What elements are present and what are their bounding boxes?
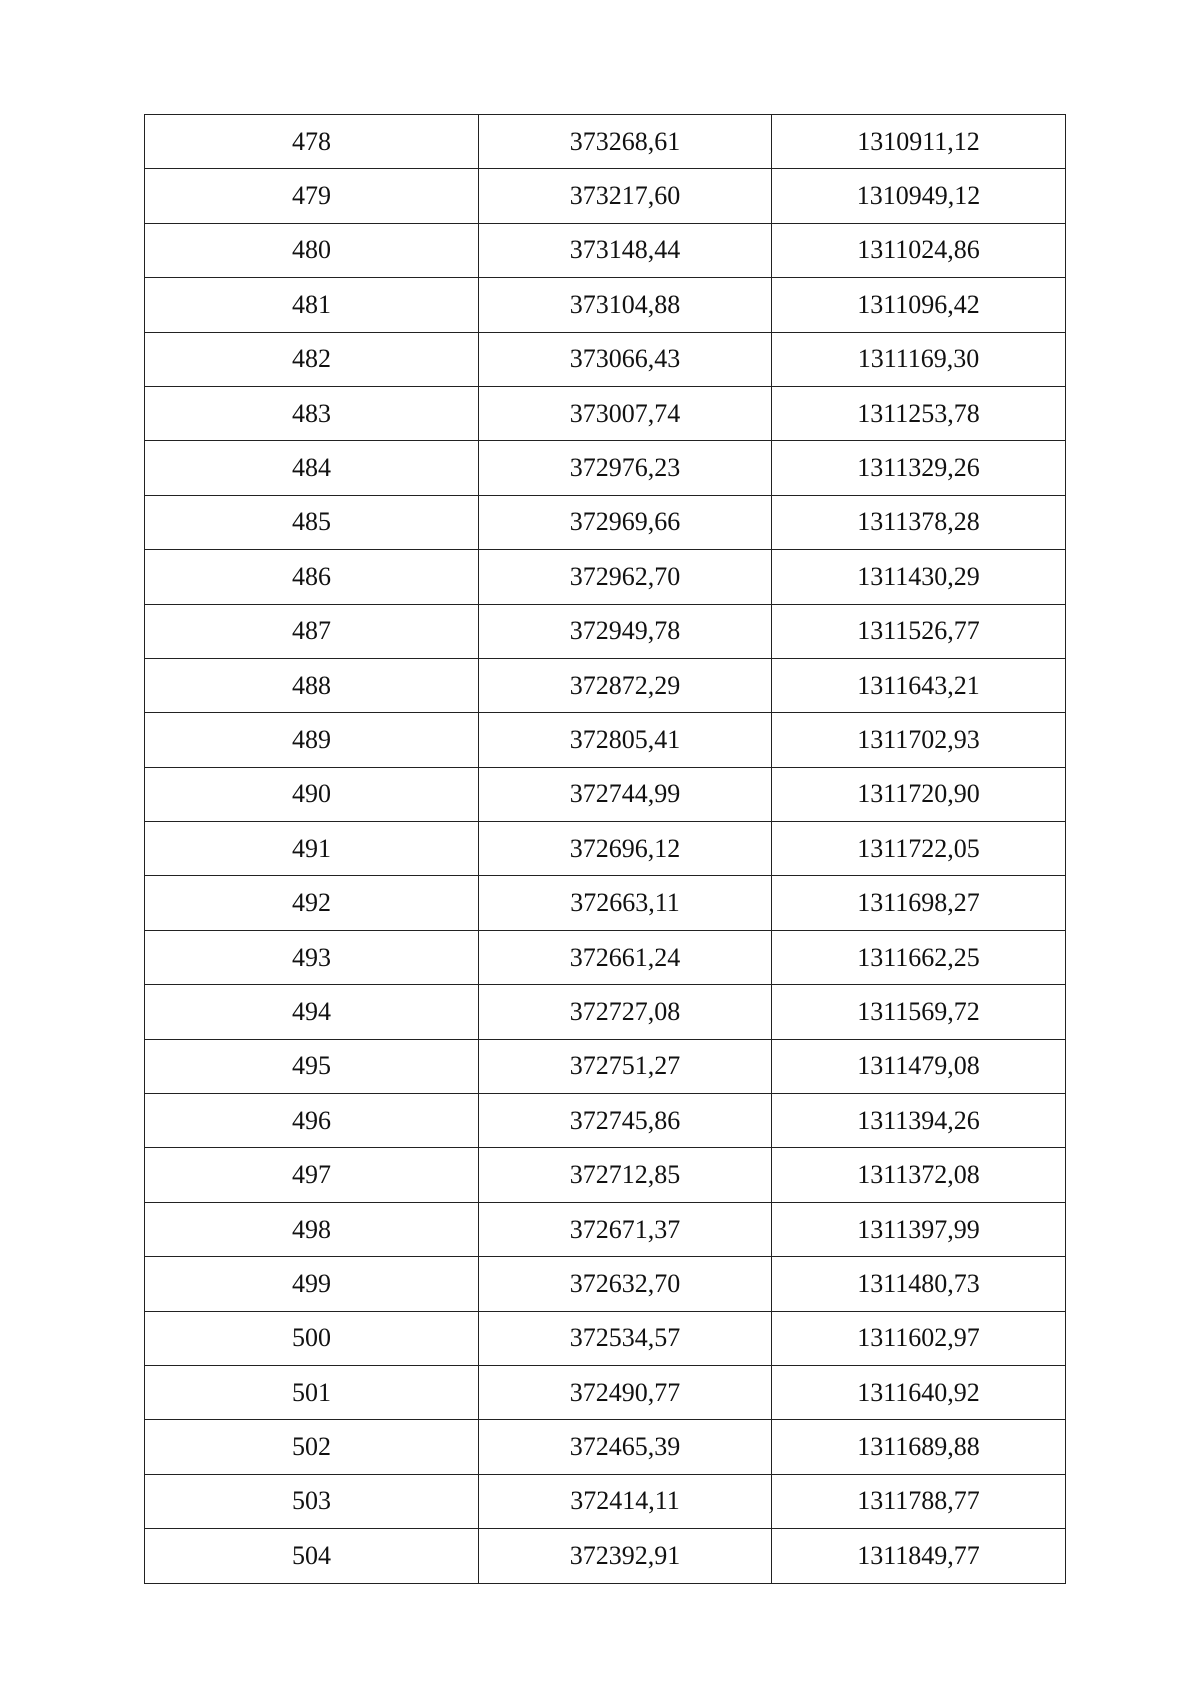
x-coordinate-cell: 372751,27: [479, 1039, 772, 1093]
point-number-cell: 500: [145, 1311, 479, 1365]
y-coordinate-cell: 1311788,77: [772, 1474, 1066, 1528]
point-number-cell: 494: [145, 985, 479, 1039]
y-coordinate-cell: 1311689,88: [772, 1420, 1066, 1474]
table-row: [145, 822, 1066, 876]
y-coordinate-cell: 1311698,27: [772, 876, 1066, 930]
table-row: [145, 1257, 1066, 1311]
y-coordinate-cell: 1311024,86: [772, 223, 1066, 277]
table-row: [145, 658, 1066, 712]
table-row: [145, 332, 1066, 386]
point-number-cell: 480: [145, 223, 479, 277]
x-coordinate-cell: 372744,99: [479, 767, 772, 821]
y-coordinate-cell: 1311378,28: [772, 495, 1066, 549]
table-row: [145, 713, 1066, 767]
x-coordinate-cell: 373104,88: [479, 278, 772, 332]
point-number-cell: 485: [145, 495, 479, 549]
point-number-cell: 503: [145, 1474, 479, 1528]
table-row: [145, 1039, 1066, 1093]
x-coordinate-cell: 372949,78: [479, 604, 772, 658]
x-coordinate-cell: 372661,24: [479, 930, 772, 984]
coordinates-table: [144, 114, 1066, 1584]
table-row: [145, 1365, 1066, 1419]
point-number-cell: 489: [145, 713, 479, 767]
x-coordinate-cell: 372671,37: [479, 1202, 772, 1256]
point-number-cell: 504: [145, 1529, 479, 1583]
x-coordinate-cell: 373007,74: [479, 386, 772, 440]
x-coordinate-cell: 372976,23: [479, 441, 772, 495]
point-number-cell: 490: [145, 767, 479, 821]
x-coordinate-cell: 372872,29: [479, 658, 772, 712]
x-coordinate-cell: 372805,41: [479, 713, 772, 767]
y-coordinate-cell: 1311640,92: [772, 1365, 1066, 1419]
point-number-cell: 479: [145, 169, 479, 223]
y-coordinate-cell: 1311480,73: [772, 1257, 1066, 1311]
table-row: [145, 1148, 1066, 1202]
y-coordinate-cell: 1311849,77: [772, 1529, 1066, 1583]
point-number-cell: 484: [145, 441, 479, 495]
x-coordinate-cell: 372745,86: [479, 1094, 772, 1148]
y-coordinate-cell: 1311602,97: [772, 1311, 1066, 1365]
y-coordinate-cell: 1311722,05: [772, 822, 1066, 876]
x-coordinate-cell: 372727,08: [479, 985, 772, 1039]
table-row: [145, 223, 1066, 277]
point-number-cell: 495: [145, 1039, 479, 1093]
point-number-cell: 496: [145, 1094, 479, 1148]
point-number-cell: 486: [145, 550, 479, 604]
point-number-cell: 501: [145, 1365, 479, 1419]
point-number-cell: 499: [145, 1257, 479, 1311]
point-number-cell: 498: [145, 1202, 479, 1256]
x-coordinate-cell: 372632,70: [479, 1257, 772, 1311]
y-coordinate-cell: 1311479,08: [772, 1039, 1066, 1093]
x-coordinate-cell: 372414,11: [479, 1474, 772, 1528]
point-number-cell: 483: [145, 386, 479, 440]
table-row: [145, 441, 1066, 495]
point-number-cell: 488: [145, 658, 479, 712]
y-coordinate-cell: 1311569,72: [772, 985, 1066, 1039]
table-row: [145, 604, 1066, 658]
table-row: [145, 985, 1066, 1039]
x-coordinate-cell: 373148,44: [479, 223, 772, 277]
table-row: [145, 1094, 1066, 1148]
y-coordinate-cell: 1311397,99: [772, 1202, 1066, 1256]
y-coordinate-cell: 1310949,12: [772, 169, 1066, 223]
y-coordinate-cell: 1310911,12: [772, 115, 1066, 169]
table-body: [145, 115, 1066, 1584]
x-coordinate-cell: 372712,85: [479, 1148, 772, 1202]
point-number-cell: 481: [145, 278, 479, 332]
table-row: [145, 767, 1066, 821]
y-coordinate-cell: 1311643,21: [772, 658, 1066, 712]
y-coordinate-cell: 1311662,25: [772, 930, 1066, 984]
point-number-cell: 493: [145, 930, 479, 984]
table-row: [145, 876, 1066, 930]
point-number-cell: 502: [145, 1420, 479, 1474]
table-row: [145, 1202, 1066, 1256]
table-row: [145, 930, 1066, 984]
y-coordinate-cell: 1311720,90: [772, 767, 1066, 821]
point-number-cell: 497: [145, 1148, 479, 1202]
point-number-cell: 491: [145, 822, 479, 876]
table-row: [145, 550, 1066, 604]
x-coordinate-cell: 372534,57: [479, 1311, 772, 1365]
point-number-cell: 482: [145, 332, 479, 386]
point-number-cell: 478: [145, 115, 479, 169]
point-number-cell: 492: [145, 876, 479, 930]
table-row: [145, 1420, 1066, 1474]
y-coordinate-cell: 1311253,78: [772, 386, 1066, 440]
point-number-cell: 487: [145, 604, 479, 658]
table-row: [145, 1529, 1066, 1583]
x-coordinate-cell: 372969,66: [479, 495, 772, 549]
table-row: [145, 278, 1066, 332]
table-row: [145, 1311, 1066, 1365]
y-coordinate-cell: 1311372,08: [772, 1148, 1066, 1202]
table-row: [145, 495, 1066, 549]
table-row: [145, 1474, 1066, 1528]
x-coordinate-cell: 372465,39: [479, 1420, 772, 1474]
x-coordinate-cell: 372962,70: [479, 550, 772, 604]
table-row: [145, 169, 1066, 223]
table-row: [145, 115, 1066, 169]
table-row: [145, 386, 1066, 440]
x-coordinate-cell: 372663,11: [479, 876, 772, 930]
x-coordinate-cell: 372490,77: [479, 1365, 772, 1419]
x-coordinate-cell: 372392,91: [479, 1529, 772, 1583]
y-coordinate-cell: 1311430,29: [772, 550, 1066, 604]
y-coordinate-cell: 1311394,26: [772, 1094, 1066, 1148]
x-coordinate-cell: 373066,43: [479, 332, 772, 386]
y-coordinate-cell: 1311526,77: [772, 604, 1066, 658]
x-coordinate-cell: 373268,61: [479, 115, 772, 169]
x-coordinate-cell: 373217,60: [479, 169, 772, 223]
y-coordinate-cell: 1311096,42: [772, 278, 1066, 332]
x-coordinate-cell: 372696,12: [479, 822, 772, 876]
y-coordinate-cell: 1311702,93: [772, 713, 1066, 767]
y-coordinate-cell: 1311169,30: [772, 332, 1066, 386]
y-coordinate-cell: 1311329,26: [772, 441, 1066, 495]
